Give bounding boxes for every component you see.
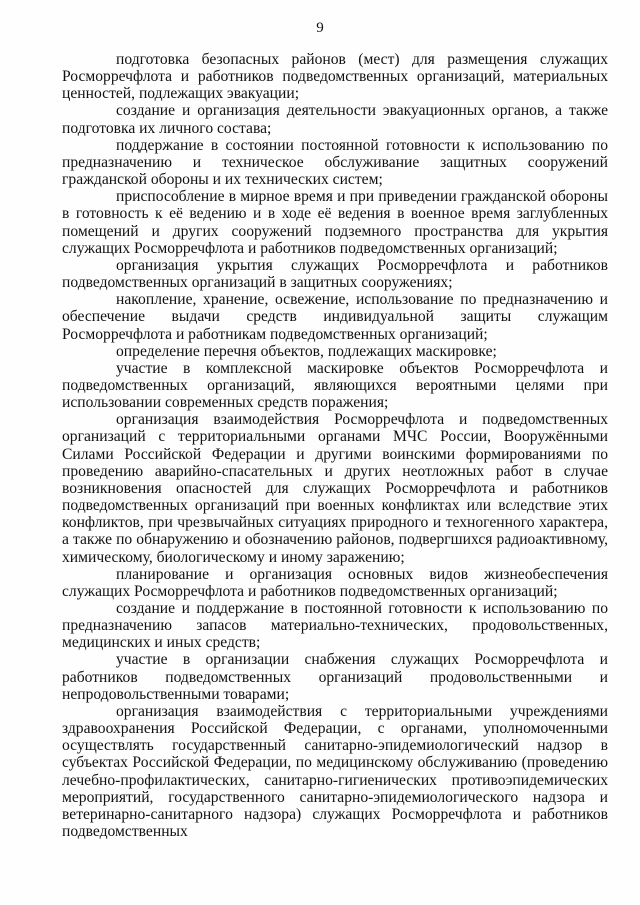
paragraph: участие в комплексной маскировке объектов Росморречфлота и подведомственных организаций, являющихся вероятными целями при использовании современных средств поражения; xyxy=(62,359,608,412)
paragraph: организация укрытия служащих Росморречфлота и работников подведомственных организаций в защитных сооружениях; xyxy=(62,256,608,292)
paragraph: приспособление в мирное время и при приведении гражданской обороны в готовность к её ведению и в ходе её ведения в военное время заглубленных помещений и других сооружений подземного пространства для укрытия служащих Росморречфлота и работников подведомственных организаций; xyxy=(62,188,608,257)
paragraph: создание и поддержание в постоянной готовности к использованию по предназначению запасов материально-технических, продовольственных, медицинских и иных средств; xyxy=(62,600,608,652)
paragraph: планирование и организация основных видов жизнеобеспечения служащих Росморречфлота и работников подведомственных организаций; xyxy=(62,565,608,600)
paragraph: подготовка безопасных районов (мест) для размещения служащих Росморречфлота и работников подведомственных организаций, материальных ценностей, подлежащих эвакуации; xyxy=(62,51,608,103)
paragraph: поддержание в состоянии постоянной готовности к использованию по предназначению и техническое обслуживание защитных сооружений гражданской обороны и их технических систем; xyxy=(62,136,608,189)
page-number: 9 xyxy=(316,20,324,36)
paragraph: организация взаимодействия с территориальными учреждениями здравоохранения Российской Федерации, с органами, уполномоченными осуществлять государственный санитарно-эпидемиологический надзор в субъектах Российской Федерации, по медицинскому обслуживанию (проведению лечебно-профилактических, санитарно-гигиенических противоэпидемических мероприятий, государственного санитарно-эпидемиологического надзора и ветеринарно-санитарного надзора) служащих Росморречфлота и работников подведомственных xyxy=(62,702,608,841)
paragraph: организация взаимодействия Росморречфлота и подведомственных организаций с территориальными органами МЧС России, Вооружёнными Силами Российской Федерации и другими воинскими формированиями по проведению аварийно-спасательных и других неотложных работ в случае возникновения опасностей для служащих Росморречфлота и работников подведомственных организаций при военных конфликтах или вследствие этих конфликтов, при чрезвычайных ситуациях природного и техногенного характера, а также по обнаружению и обозначению районов, подвергшихся радиоактивному, химическому, биологическому и иному заражению; xyxy=(62,411,608,566)
paragraph: создание и организация деятельности эвакуационных органов, а также подготовка их личного состава; xyxy=(62,102,608,137)
document-body xyxy=(62,51,608,840)
paragraph: накопление, хранение, освежение, использование по предназначению и обеспечение выдачи средств индивидуальной защиты служащим Росморречфлота и работникам подведомственных организаций; xyxy=(62,291,608,343)
paragraph: участие в организации снабжения служащих Росморречфлота и работников подведомственных организаций продовольственными и непродовольственными товарами; xyxy=(62,651,608,703)
paragraph: определение перечня объектов, подлежащих маскировке; xyxy=(116,342,497,360)
